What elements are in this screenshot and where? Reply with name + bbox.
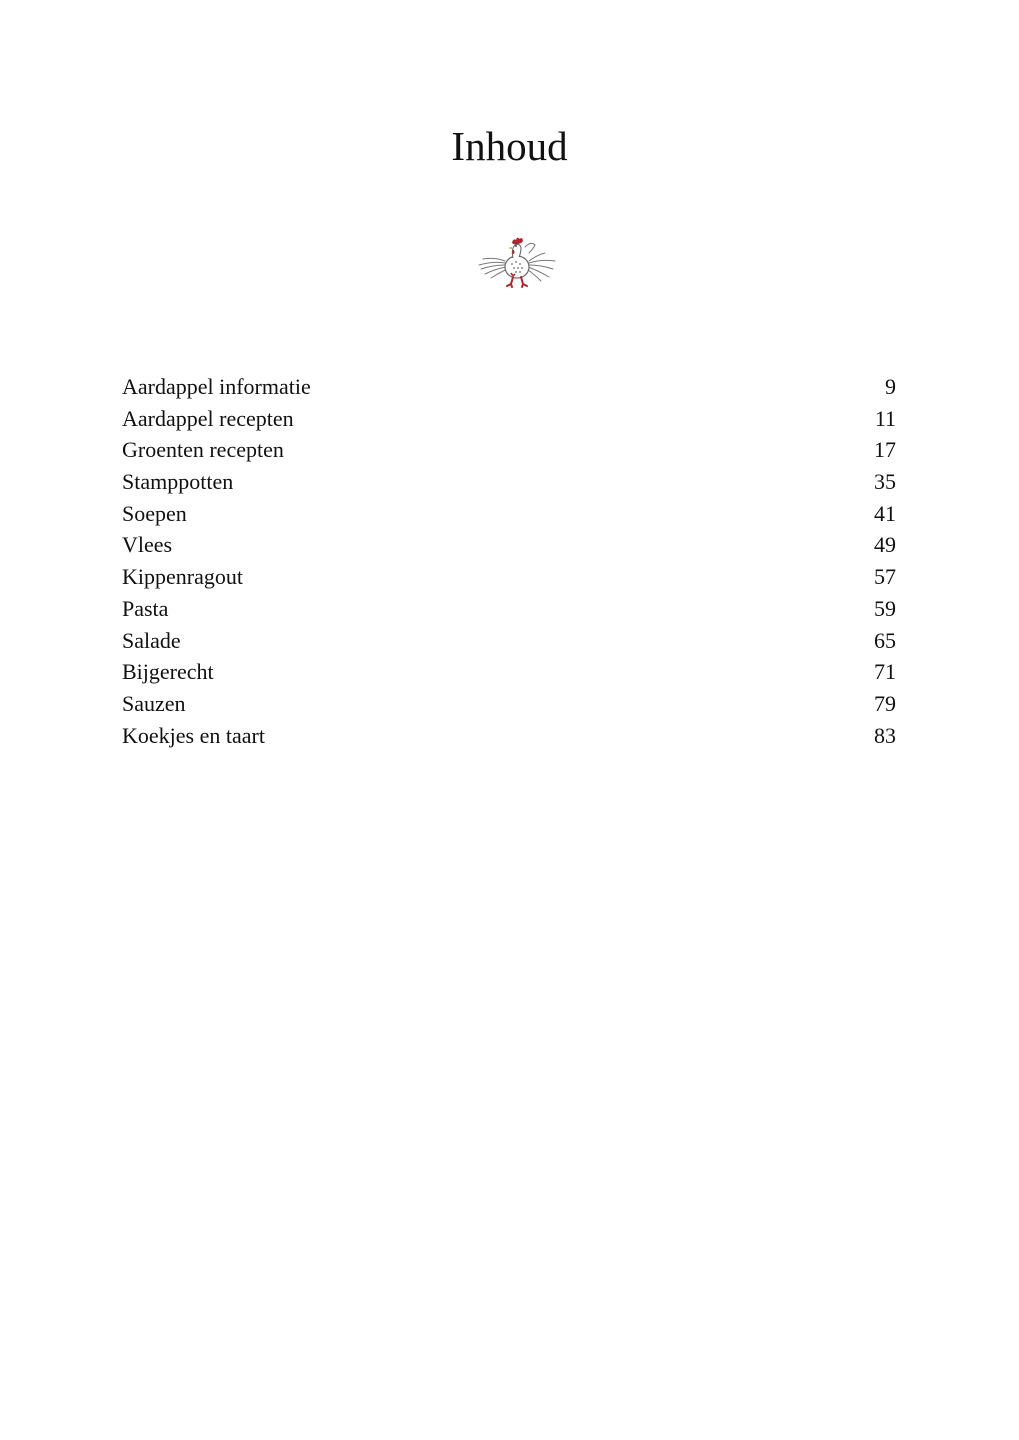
toc-entry-label: Salade	[122, 627, 181, 653]
page-title: Inhoud	[451, 123, 568, 169]
toc-entry	[122, 656, 896, 688]
toc-entry-label: Sauzen	[122, 690, 186, 716]
toc-entry-label: Koekjes en taart	[122, 722, 265, 748]
toc-entry	[122, 466, 896, 498]
toc-entry	[122, 720, 896, 752]
toc-entry-page: 71	[874, 659, 896, 685]
toc-entry-page: 65	[874, 627, 896, 653]
toc-entry	[122, 625, 896, 657]
toc-entry	[122, 434, 896, 466]
rooster-icon	[475, 233, 559, 289]
table-of-contents	[122, 371, 896, 751]
toc-entry-label: Kippenragout	[122, 564, 243, 590]
toc-entry-label: Aardappel recepten	[122, 405, 294, 431]
toc-entry-label: Bijgerecht	[122, 659, 214, 685]
toc-entry	[122, 498, 896, 530]
toc-entry-page: 49	[874, 532, 896, 558]
toc-entry-label: Aardappel informatie	[122, 374, 311, 399]
toc-entry-page: 79	[874, 690, 896, 716]
toc-entry-page: 11	[874, 405, 896, 431]
toc-entry-label: Soepen	[122, 500, 187, 526]
toc-entry	[122, 688, 896, 720]
toc-entry-page: 17	[874, 437, 896, 463]
toc-entry-page: 41	[874, 500, 896, 526]
toc-entry	[122, 371, 896, 403]
toc-entry	[122, 529, 896, 561]
toc-entry-label: Groenten recepten	[122, 437, 284, 463]
toc-entry	[122, 593, 896, 625]
toc-entry-page: 57	[874, 564, 896, 590]
toc-entry-label: Vlees	[122, 532, 173, 558]
toc-entry	[122, 561, 896, 593]
toc-entry-page: 9	[885, 374, 896, 399]
toc-entry-label: Stamppotten	[122, 469, 234, 495]
toc-entry-page: 59	[874, 595, 896, 621]
toc-entry-label: Pasta	[122, 595, 169, 621]
toc-entry-page: 35	[874, 469, 896, 495]
toc-entry	[122, 403, 896, 435]
toc-entry-page: 83	[874, 722, 896, 748]
